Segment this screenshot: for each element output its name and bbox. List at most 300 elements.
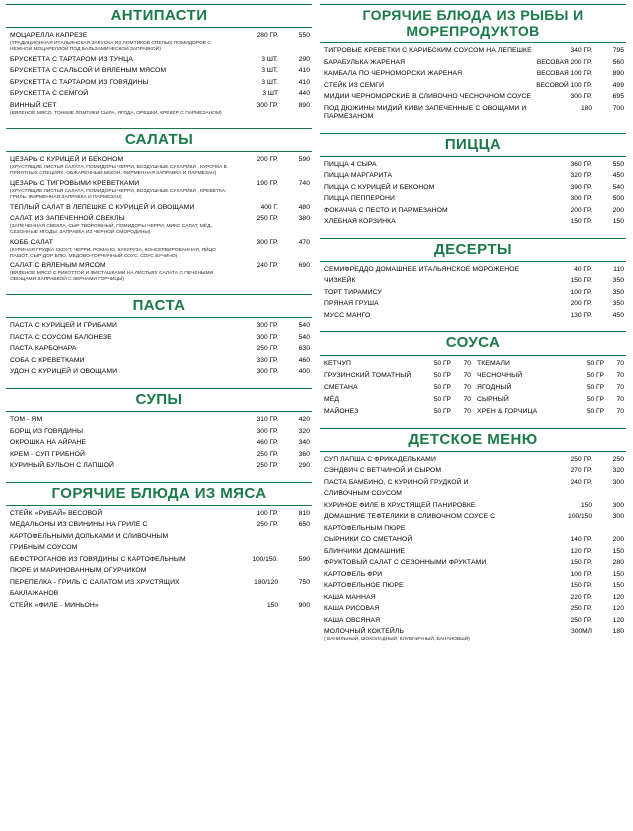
menu-item-name: КАША ОВСЯНАЯ [324, 616, 381, 624]
menu-item-name-block [324, 396, 425, 404]
menu-item-price: 410 [298, 78, 310, 86]
menu-item-weight: 50 ГР [433, 395, 451, 403]
menu-item-weight: 340 ГР. [570, 47, 592, 55]
menu-item-weight: 300 ГР. [570, 93, 592, 101]
menu-item [324, 467, 624, 475]
section-title: ГОРЯЧИЕ БЛЮДА ИЗ РЫБЫ И МОРЕПРОДУКТОВ [320, 4, 626, 43]
menu-item-name: КАРТОФЕЛЬНЫМ ПЮРЕ [324, 524, 406, 532]
menu-item-name: БАРАБУЛЬКА ЖАРЕНАЯ [324, 58, 406, 66]
menu-item-name: ПАСТА С КУРИЦЕЙ И ГРИБАМИ [10, 322, 117, 330]
menu-item-name-block [324, 300, 552, 308]
menu-item-name: СУП ЛАПША С ФРИКАДЕЛЬКАМИ [324, 455, 436, 463]
menu-item-name: ЯГОДНЫЙ [477, 383, 512, 391]
menu-item-price: 150 [612, 547, 624, 555]
menu-item [477, 384, 624, 392]
menu-item-name: МОЦАРЕЛЛА КАПРЕЗЕ [10, 32, 88, 40]
menu-item-name-block [10, 510, 238, 518]
menu-item-price: 70 [463, 407, 471, 415]
menu-item-name-block [10, 521, 238, 529]
menu-item-name: КРЕМ - СУП ГРИБНОЙ [10, 450, 85, 458]
menu-item [324, 408, 471, 416]
menu-item-name-block [10, 102, 238, 117]
menu-item-name-block [10, 322, 238, 330]
section-title: ДЕТСКОЕ МЕНЮ [320, 428, 626, 452]
menu-item-name: ЧИЗКЕЙК [324, 277, 356, 285]
menu-item-name: МАЙОНЕЗ [324, 407, 359, 415]
menu-item-weight: 150 ГР. [570, 277, 592, 285]
menu-item-name: БАКЛАЖАНОВ [10, 590, 59, 598]
menu-item-name: МЕДАЛЬОНЫ ИЗ СВИНИНЫ НА ГРИЛЕ С [10, 521, 148, 529]
menu-item [324, 605, 624, 613]
menu-item-price: 350 [612, 300, 624, 308]
menu-item [10, 357, 310, 365]
menu-item-name-block [10, 368, 238, 376]
sauces-column-left [324, 360, 471, 420]
menu-item-price: 70 [616, 383, 624, 391]
menu-item-name-block [10, 556, 238, 564]
menu-item-name: ФОКАЧЧА С ПЕСТО И ПАРМЕЗАНОМ [324, 206, 448, 214]
menu-item-weight: 200 ГР. [570, 300, 592, 308]
menu-item-price: 740 [298, 179, 310, 187]
section-title: ДЕСЕРТЫ [320, 238, 626, 262]
menu-left-column [6, 4, 312, 831]
menu-item-name: САЛАТ ИЗ ЗАПЕЧЕННОЙ СВЕКЛЫ [10, 214, 125, 222]
menu-item-name-block [324, 105, 552, 122]
menu-item-name-block [324, 467, 552, 475]
menu-item-price: 250 [612, 455, 624, 463]
menu-item-price: 70 [463, 371, 471, 379]
menu-item-name: МЁД [324, 395, 340, 403]
menu-item-weight: 300 ГР. [570, 195, 592, 203]
menu-item-name-block [324, 605, 552, 613]
menu-item-name-block [10, 579, 238, 587]
menu-item-name: ТИГРОВЫЕ КРЕВЕТКИ С КАРИБСКИМ СОУСОМ НА ЛЕПЕШКЕ [324, 47, 532, 55]
menu-item-weight: 50 ГР [586, 371, 604, 379]
menu-item-price: 70 [616, 395, 624, 403]
menu-item-name-block [10, 90, 238, 98]
menu-item [324, 300, 624, 308]
menu-item-name-block [10, 239, 238, 260]
menu-item-name-block [477, 372, 578, 380]
menu-item [324, 195, 624, 203]
menu-item-price: 560 [612, 58, 624, 66]
menu-item-name-block [324, 277, 552, 285]
menu-item-name-block [324, 456, 552, 464]
menu-item-weight: 390 ГР. [570, 183, 592, 191]
section-title: САЛАТЫ [6, 128, 312, 152]
menu-item [477, 396, 624, 404]
menu-item [10, 239, 310, 260]
menu-item-name-block [324, 628, 552, 643]
menu-item-name: ТЕПЛЫЙ САЛАТ В ЛЕПЕШКЕ С КУРИЦЕЙ И ОВОЩАМИ [10, 203, 195, 211]
menu-item-name: ПИЦЦА ПЕППЕРОНИ [324, 195, 395, 203]
menu-item-name: СЫРНИКИ СО СМЕТАНОЙ [324, 536, 413, 544]
menu-item-price: 480 [298, 203, 310, 211]
menu-item-description: (ТРАДИЦИОННАЯ ИТАЛЬЯНСКАЯ ЗАКУСКА ИЗ ЛОМТИКОВ СПЕЛЫХ ПОМИДОРОВ С НЕЖНОЙ МОЦАРЕЛЛОЙ ПОД БАЛЬЗАМИЧЕСКОЙ ЗАПРАВКОЙ) [10, 41, 211, 53]
menu-item-name-block [324, 490, 552, 498]
section-hot-meat-dishes [6, 482, 312, 616]
menu-item-name-block [324, 525, 552, 533]
section-items [320, 157, 626, 232]
menu-item-price: 150 [612, 570, 624, 578]
menu-item [10, 67, 310, 75]
menu-item-name: ЧЕСНОЧНЫЙ [477, 371, 523, 379]
menu-item-weight: 3 ШТ. [261, 55, 278, 63]
menu-item [324, 207, 624, 215]
menu-item-name-block [10, 439, 238, 447]
menu-item-weight: 250 ГР. [256, 521, 278, 529]
menu-item [324, 502, 624, 510]
menu-item-weight: 310 ГР. [256, 416, 278, 424]
menu-item [324, 93, 624, 101]
section-items [6, 152, 312, 288]
menu-item-name-block [324, 372, 425, 380]
menu-item [324, 396, 471, 404]
menu-item-weight: 50 ГР [586, 395, 604, 403]
section-items [320, 43, 626, 126]
menu-item-price: 280 [612, 559, 624, 567]
menu-item-name: КАМБАЛА ПО ЧЕРНОМОРСКИ ЖАРЕНАЯ [324, 70, 463, 78]
menu-item-weight: 100/150 [568, 513, 592, 521]
menu-item-name-block [324, 266, 552, 274]
menu-item-name: ПАСТА БАМБИНО, С КУРИНОЙ ГРУДКОЙ И [324, 478, 469, 486]
menu-item-name: СОБА С КРЕВЕТКАМИ [10, 356, 85, 364]
menu-item-weight: 180 [580, 104, 592, 112]
menu-item-name-block [10, 56, 238, 64]
menu-item-name: ХРЕН & ГОРЧИЦА [477, 407, 538, 415]
menu-item-name: БЕФСТРОГАНОВ ИЗ ГОВЯДИНЫ С КАРТОФЕЛЬНЫМ [10, 555, 186, 563]
section-items [6, 28, 312, 122]
menu-item-price: 320 [298, 427, 310, 435]
menu-item-name: ГРУЗИНСКИЙ ТОМАТНЫЙ [324, 371, 412, 379]
menu-item-weight: 50 ГР [433, 407, 451, 415]
menu-item-description: (ХРУСТЯЩИЕ ЛИСТЬЯ САЛАТА, ПОМИДОРЫ ЧЕРРИ, ВОЗДУШНЫЕ СУХАРИКИ , КРЕВЕТКА-ГРИЛЬ, ФИРМЕННАЯ ЗАПРАВКА И ПАРМЕЗАН) [10, 188, 227, 200]
menu-item-weight: ВЕСОВАЯ 100 ГР. [536, 70, 592, 78]
menu-item-price: 300 [612, 501, 624, 509]
section-items [6, 318, 312, 381]
menu-item [324, 372, 471, 380]
menu-item-weight: 240 ГР. [570, 478, 592, 486]
menu-item-weight: 330 ГР. [256, 356, 278, 364]
menu-item-price: 180 [612, 628, 624, 636]
menu-item-weight: 300 ГР. [256, 333, 278, 341]
menu-item-price: 450 [612, 172, 624, 180]
menu-item-price: 810 [298, 509, 310, 517]
menu-item-weight: 300 ГР. [256, 101, 278, 109]
menu-item-weight: 300МЛ [571, 628, 592, 636]
menu-item-weight: 320 ГР. [570, 172, 592, 180]
menu-item-name: КУРИНОЕ ФИЛЕ В ХРУСТЯЩЕЙ ПАНИРОВКЕ [324, 501, 476, 509]
section-title: АНТИПАСТИ [6, 4, 312, 28]
section-pizza [320, 133, 626, 232]
menu-item-price: 630 [298, 345, 310, 353]
menu-item [324, 617, 624, 625]
menu-item-name: МИДИИ ЧЕРНОМОРСКИЕ В СЛИВОЧНО ЧЕСНОЧНОМ СОУСЕ [324, 93, 532, 101]
menu-item-name-block [10, 334, 238, 342]
menu-item [477, 372, 624, 380]
menu-item-weight: 3 ШТ [262, 90, 278, 98]
menu-item-weight: 280 ГР. [256, 32, 278, 40]
menu-item [10, 215, 310, 236]
menu-item-name-block [10, 602, 238, 610]
menu-item-name: МУСС МАНГО [324, 311, 371, 319]
menu-item [324, 571, 624, 579]
menu-item-price: 70 [463, 359, 471, 367]
menu-item-name-block [324, 161, 552, 169]
menu-item-name-block [10, 416, 238, 424]
menu-item [10, 322, 310, 330]
menu-item-price: 400 [298, 368, 310, 376]
section-pasta [6, 294, 312, 382]
section-soups [6, 388, 312, 476]
menu-item-name: ФРУКТОВЫЙ САЛАТ С СЕЗОННЫМИ ФРУКТАМИ [324, 559, 487, 567]
menu-item-name: КУРИНЫЙ БУЛЬОН С ЛАПШОЙ [10, 462, 115, 470]
menu-item-price: 590 [298, 555, 310, 563]
menu-item [324, 456, 624, 464]
menu-item [10, 602, 310, 610]
menu-item-name: БРУСКЕТТА С ТАРТАРОМ ИЗ ГОВЯДИНЫ [10, 78, 149, 86]
section-title: СУПЫ [6, 388, 312, 412]
menu-item-name: ТОМ - ЯМ [10, 416, 43, 424]
menu-item-name: ЦЕЗАРЬ С КУРИЦЕЙ И БЕКОНОМ [10, 156, 124, 164]
menu-item-description: ( ВАНИЛЬНЫЙ, ШОКОЛАДНЫЙ, КЛУБНИЧНЫЙ, БАНАНОВЫЙ) [324, 637, 470, 643]
menu-item-price: 360 [298, 450, 310, 458]
menu-item-weight: 240 ГР. [256, 262, 278, 270]
menu-item-weight: 180/120 [254, 578, 278, 586]
menu-item-name: СТЕЙК «РИБАЙ» ВЕСОВОЙ [10, 509, 103, 517]
menu-item [10, 462, 310, 470]
menu-item-weight: 50 ГР [433, 371, 451, 379]
menu-item-price: 750 [298, 578, 310, 586]
menu-item [10, 567, 310, 575]
menu-item [10, 204, 310, 212]
menu-item-name: КЕТЧУП [324, 359, 351, 367]
menu-item [324, 289, 624, 297]
menu-item-name-block [10, 79, 238, 87]
menu-item-name: МОЛОЧНЫЙ КОКТЕЙЛЬ [324, 628, 405, 636]
menu-item-name-block [324, 218, 552, 226]
menu-item-weight: 250 ГР. [256, 345, 278, 353]
menu-item-price: 300 [612, 513, 624, 521]
menu-item-name: КАША МАННАЯ [324, 593, 376, 601]
menu-item-price: 120 [612, 605, 624, 613]
menu-item [324, 360, 471, 368]
menu-item-name-block [324, 384, 425, 392]
menu-item-price: 200 [612, 206, 624, 214]
menu-item-price: 350 [612, 277, 624, 285]
menu-item-price: 70 [616, 407, 624, 415]
menu-item-weight: 250 ГР. [256, 214, 278, 222]
menu-item-weight: 150 [266, 601, 278, 609]
menu-item-price: 120 [612, 593, 624, 601]
menu-item [10, 451, 310, 459]
menu-item [324, 594, 624, 602]
menu-item-name-block [324, 184, 552, 192]
menu-item-description: (ХРУСТЯЩИЕ ЛИСТЬЯ САЛАТА, ПОМИДОРЫ ЧЕРРИ, ВОЗДУШНЫЕ СУХАРИКИ , КУРОЧКА В ПРИЯТНЫХ СПЕЦИЯХ, ОБЖАРЕННЫЙ БЕКОН, ФИРМЕННАЯ ЗАПРАВКА И ПАРМЕЗАН) [10, 165, 227, 176]
menu-item-name-block [10, 215, 238, 236]
menu-item-name: ДОМАШНИЕ ТЕФТЕЛИКИ В СЛИВОЧНОМ СОУСЕ С [324, 513, 496, 521]
menu-item-price: 470 [298, 238, 310, 246]
menu-item-name-block [324, 195, 552, 203]
menu-item-name: КОББ САЛАТ [10, 238, 54, 246]
menu-item-weight: 250 ГР. [570, 616, 592, 624]
section-items [6, 412, 312, 475]
menu-item-name: ПАСТА С СОУСОМ БАЛОНЕЗЕ [10, 333, 112, 341]
menu-item-price: 300 [612, 478, 624, 486]
menu-item-weight: 100 ГР. [570, 288, 592, 296]
menu-item [324, 82, 624, 90]
menu-item-name: КАРТОФЕЛЬНОЕ ПЮРЕ [324, 582, 404, 590]
menu-item-price: 380 [298, 214, 310, 222]
menu-item-name: БРУСКЕТТА С ТАРТАРОМ ИЗ ТУНЦА [10, 55, 133, 63]
menu-item [10, 262, 310, 283]
menu-item-weight: 400 Г. [260, 203, 278, 211]
menu-item-weight: 150 ГР. [570, 582, 592, 590]
menu-item-name-block [477, 384, 578, 392]
menu-item-name-block [10, 156, 238, 177]
menu-item-name: ПЮРЕ И МАРИНОВАННЫМ ОГУРЧИКОМ [10, 567, 147, 575]
menu-item-name: СЛИВОЧНЫМ СОУСОМ [324, 490, 403, 498]
menu-item-name: ПИЦЦА С КУРИЦЕЙ И БЕКОНОМ [324, 183, 435, 191]
section-items [6, 506, 312, 615]
menu-item-weight: 50 ГР [433, 359, 451, 367]
menu-item [10, 416, 310, 424]
menu-item-name: ПЕРЕПЕЛКА - ГРИЛЬ С САЛАТОМ ИЗ ХРУСТЯЩИХ [10, 578, 180, 586]
menu-item [10, 345, 310, 353]
menu-item-price: 690 [298, 262, 310, 270]
menu-item [324, 218, 624, 226]
menu-item [10, 533, 310, 541]
menu-item-name: СЭНДВИЧ С ВЕТЧИНОЙ И СЫРОМ [324, 467, 442, 475]
menu-item-weight: 150 ГР. [570, 218, 592, 226]
menu-item-weight: 50 ГР [586, 383, 604, 391]
menu-item-price: 120 [612, 616, 624, 624]
menu-item-name-block [324, 289, 552, 297]
menu-item-weight: 50 ГР [433, 383, 451, 391]
menu-item [10, 156, 310, 177]
menu-item-price: 70 [616, 371, 624, 379]
menu-item-weight: 250 ГР. [256, 462, 278, 470]
menu-item-weight: 3 ШТ. [261, 78, 278, 86]
menu-item-name-block [477, 360, 578, 368]
menu-item-price: 540 [298, 333, 310, 341]
menu-item [10, 521, 310, 529]
menu-item-name-block [477, 396, 578, 404]
menu-item-name-block [324, 479, 552, 487]
menu-item-weight: 300 ГР. [256, 322, 278, 330]
menu-item-weight: 140 ГР. [570, 536, 592, 544]
menu-item [324, 536, 624, 544]
menu-item-price: 795 [612, 47, 624, 55]
menu-item-weight: 100 ГР. [256, 509, 278, 517]
menu-item-name-block [324, 548, 552, 556]
menu-item-price: 695 [612, 93, 624, 101]
menu-item [324, 184, 624, 192]
menu-item-weight: 300 ГР. [256, 368, 278, 376]
menu-item-weight: 150 [580, 501, 592, 509]
menu-item-weight: 40 ГР. [574, 265, 592, 273]
menu-item [10, 90, 310, 98]
menu-item-weight: 130 ГР. [570, 311, 592, 319]
menu-item-price: 70 [463, 383, 471, 391]
menu-item-price: 150 [612, 218, 624, 226]
menu-item-price: 890 [298, 101, 310, 109]
menu-item-price: 290 [298, 55, 310, 63]
menu-item-name: ВИННЫЙ СЕТ [10, 101, 57, 109]
menu-item-price: 440 [298, 90, 310, 98]
menu-item-weight: ВЕСОВОЙ 100 ГР. [536, 81, 592, 89]
menu-item-price: 320 [612, 467, 624, 475]
menu-item-name-block [10, 533, 238, 541]
menu-item-name: ЦЕЗАРЬ С ТИГРОВЫМИ КРЕВЕТКАМИ [10, 179, 140, 187]
menu-item [324, 559, 624, 567]
menu-item-weight: 50 ГР [586, 407, 604, 415]
menu-item-weight: 120 ГР. [570, 547, 592, 555]
menu-item [10, 544, 310, 552]
section-title: СОУСА [320, 331, 626, 355]
menu-item-name: ХЛЕБНАЯ КОРЗИНКА [324, 218, 396, 226]
menu-item-name-block [10, 451, 238, 459]
menu-item-weight: ВЕСОВАЯ 200 ГР. [536, 58, 592, 66]
menu-item [10, 428, 310, 436]
menu-item [10, 32, 310, 53]
menu-item-name-block [10, 544, 238, 552]
section-sauces [320, 331, 626, 421]
menu-item-name: ГРИБНЫМ СОУСОМ [10, 544, 78, 552]
menu-item [477, 408, 624, 416]
menu-right-column [320, 4, 626, 831]
menu-item-name-block [324, 172, 552, 180]
menu-item [10, 590, 310, 598]
menu-item [10, 439, 310, 447]
menu-item [324, 513, 624, 521]
menu-item-price: 350 [612, 288, 624, 296]
menu-item-name: ПАСТА КАРБОНАРА [10, 345, 77, 353]
menu-item-name-block [324, 70, 537, 78]
menu-item-weight: 270 ГР. [570, 467, 592, 475]
menu-item-name-block [324, 571, 552, 579]
menu-item-description: (КУРИНАЯ ГРУДКА СКОУТ, ЧЕРРИ, РОМАНО, КУКУРУЗА, КОНСЕРВИРОВАННАЯ, ЯЙЦО ПАШОТ, СЫР ДОР БЛЮ, МЕДОВО-ГОРЧИЧНЫЙ СОУС, СОУС БУЧИНО) [10, 247, 216, 259]
menu-item [324, 384, 471, 392]
menu-item-name: ПИЦЦА 4 СЫРА [324, 160, 377, 168]
menu-item-price: 590 [298, 156, 310, 164]
menu-item-weight: 250 ГР. [256, 450, 278, 458]
menu-item-price: 890 [612, 70, 624, 78]
menu-item-name-block [324, 360, 425, 368]
menu-item-weight: 360 ГР. [570, 160, 592, 168]
menu-item-name-block [10, 32, 238, 53]
menu-item-name-block [324, 536, 552, 544]
menu-item-price: 110 [613, 265, 624, 273]
menu-item [324, 277, 624, 285]
menu-item-price: 900 [298, 601, 310, 609]
menu-item-weight: 300 ГР. [256, 238, 278, 246]
menu-item-price: 420 [298, 416, 310, 424]
menu-item-name-block [477, 408, 578, 416]
menu-item [324, 161, 624, 169]
menu-item-price: 70 [463, 395, 471, 403]
section-title: ГОРЯЧИЕ БЛЮДА ИЗ МЯСА [6, 482, 312, 506]
menu-item-name-block [10, 180, 238, 201]
menu-item-price: 70 [616, 359, 624, 367]
menu-item [10, 334, 310, 342]
menu-item-weight: 250 ГР. [570, 605, 592, 613]
menu-item-name-block [324, 93, 552, 101]
menu-item-name-block [10, 357, 238, 365]
menu-item [10, 510, 310, 518]
section-items [320, 452, 626, 648]
menu-item-name: БРУСКЕТТА С САЛЬСОЙ И ВЯЛЕНЫМ МЯСОМ [10, 67, 167, 75]
